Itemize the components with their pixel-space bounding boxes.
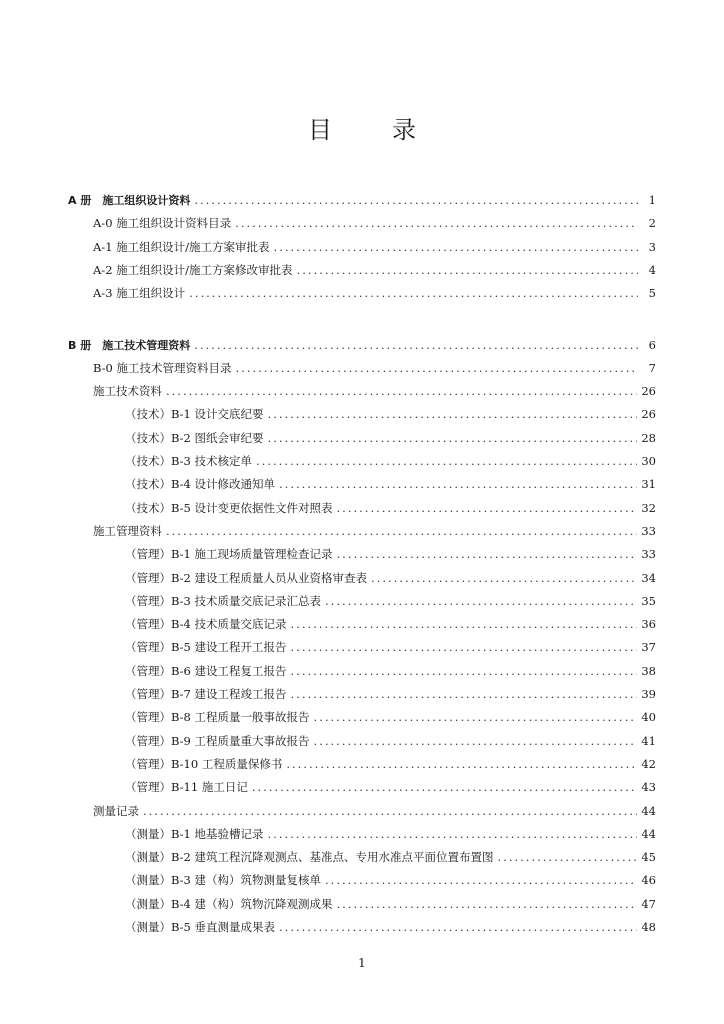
toc-entry-page: 26 xyxy=(641,384,656,399)
toc-dot-leader xyxy=(279,474,637,494)
toc-entry-page: 47 xyxy=(641,896,656,911)
toc-entry xyxy=(68,190,656,210)
toc-entry-label: （管理）B-1 施工现场质量管理检查记录 xyxy=(125,547,333,562)
toc-entry-page: 26 xyxy=(641,407,656,422)
toc-dot-leader xyxy=(337,544,638,564)
toc-entry-label: （测量）B-4 建（构）筑物沉降观测成果 xyxy=(125,896,333,911)
toc-entry-label: A-0 施工组织设计资料目录 xyxy=(93,216,232,231)
toc-entry xyxy=(125,894,656,914)
toc-entry-label: （测量）B-2 建筑工程沉降观测点、基准点、专用水准点平面位置布置图 xyxy=(125,850,494,865)
toc-entry xyxy=(125,404,656,424)
toc-entry-page: 1 xyxy=(648,193,656,207)
toc-entry xyxy=(93,801,656,821)
toc-dot-leader xyxy=(194,190,638,210)
toc-entry-label: （管理）B-5 建设工程开工报告 xyxy=(125,640,287,655)
toc-entry-page: 7 xyxy=(648,360,656,375)
toc-entry xyxy=(125,847,656,867)
toc-entry-page: 31 xyxy=(641,477,656,492)
toc-dot-leader xyxy=(268,428,638,448)
toc-dot-leader xyxy=(194,335,638,355)
toc-entry-page: 2 xyxy=(648,216,656,231)
page-title: 目 录 xyxy=(308,116,434,144)
toc-entry-label: 施工管理资料 xyxy=(93,523,162,538)
toc-entry-page: 46 xyxy=(641,873,656,888)
toc-entry-label: （测量）B-1 地基验槽记录 xyxy=(125,826,264,841)
toc-entry xyxy=(93,521,656,541)
toc-entry-label: （管理）B-6 建设工程复工报告 xyxy=(125,663,287,678)
toc-entry-page: 39 xyxy=(641,687,656,701)
toc-entry-label: （管理）B-8 工程质量一般事故报告 xyxy=(125,710,310,725)
toc-entry xyxy=(125,707,656,727)
toc-entry-label: （管理）B-3 技术质量交底记录汇总表 xyxy=(125,593,322,608)
toc-dot-leader xyxy=(252,777,638,797)
toc-entry-label: （管理）B-11 施工日记 xyxy=(125,780,248,795)
toc-entry-page: 5 xyxy=(648,286,656,301)
toc-entry xyxy=(125,498,656,518)
toc-dot-leader xyxy=(325,870,637,890)
toc-entry-page: 40 xyxy=(641,710,656,725)
toc-entry-label: （技术）B-1 设计交底纪要 xyxy=(125,407,264,422)
toc-entry-label: 施工技术资料 xyxy=(93,384,162,399)
toc-entry-label: A-3 施工组织设计 xyxy=(93,286,186,301)
toc-entry xyxy=(125,777,656,797)
toc-dot-leader xyxy=(314,731,638,751)
toc-dot-leader xyxy=(297,260,638,280)
toc-entry-label: A 册 施工组织设计资料 xyxy=(68,194,191,207)
toc-entry-label: （管理）B-4 技术质量交底记录 xyxy=(125,617,287,632)
toc-entry xyxy=(125,824,656,844)
toc-entry xyxy=(125,870,656,890)
toc-entry xyxy=(93,283,656,303)
toc-entry xyxy=(93,237,656,257)
toc-entry-page: 4 xyxy=(648,262,656,277)
toc-entry-label: A-2 施工组织设计/施工方案修改审批表 xyxy=(93,262,293,277)
toc-entry xyxy=(125,591,656,611)
toc-entry-page: 42 xyxy=(641,756,656,771)
toc-entry-page: 44 xyxy=(641,803,656,818)
toc-entry-page: 32 xyxy=(641,500,656,515)
toc-entry-page: 41 xyxy=(641,733,656,748)
toc-entry-label: （管理）B-10 工程质量保修书 xyxy=(125,756,283,771)
toc-entry-label: 测量记录 xyxy=(93,803,139,818)
toc-entry-label: （管理）B-2 建设工程质量人员从业资格审查表 xyxy=(125,570,368,585)
footer-page-number: 1 xyxy=(358,956,366,970)
toc-dot-leader xyxy=(256,451,637,471)
toc-dot-leader xyxy=(337,894,638,914)
toc-entry xyxy=(93,381,656,401)
toc-entry-label: （技术）B-4 设计修改通知单 xyxy=(125,477,276,492)
toc-dot-leader xyxy=(498,847,638,867)
toc-entry-label: （技术）B-2 图纸会审纪要 xyxy=(125,430,264,445)
toc-entry-label: （测量）B-5 垂直测量成果表 xyxy=(125,920,276,934)
toc-entry xyxy=(68,335,656,355)
toc-entry-label: B-0 施工技术管理资料目录 xyxy=(93,360,232,375)
toc-entry xyxy=(125,637,656,657)
toc-entry xyxy=(125,614,656,634)
toc-entry-page: 33 xyxy=(641,547,656,562)
toc-dot-leader xyxy=(371,568,637,588)
toc-entry-label: （测量）B-3 建（构）筑物测量复核单 xyxy=(125,873,322,888)
toc-dot-leader xyxy=(268,404,638,424)
toc-entry-label: （管理）B-7 建设工程竣工报告 xyxy=(125,687,287,701)
toc-entry xyxy=(93,260,656,280)
toc-entry-label: B 册 施工技术管理资料 xyxy=(68,338,191,352)
toc-entry-page: 37 xyxy=(641,640,656,655)
toc-entry-label: （技术）B-3 技术核定单 xyxy=(125,454,253,468)
toc-dot-leader xyxy=(286,754,637,774)
toc-entry xyxy=(125,568,656,588)
toc-dot-leader xyxy=(279,917,637,937)
toc-entry-page: 36 xyxy=(641,617,656,632)
toc-entry xyxy=(93,358,656,378)
toc-dot-leader xyxy=(235,213,638,233)
toc-dot-leader xyxy=(166,521,637,541)
toc-entry xyxy=(125,451,656,471)
toc-dot-leader xyxy=(325,591,637,611)
toc-entry xyxy=(93,213,656,233)
toc-entry xyxy=(125,684,656,704)
toc-dot-leader xyxy=(291,614,638,634)
toc-entry-page: 28 xyxy=(641,430,656,445)
toc-dot-leader xyxy=(268,824,638,844)
toc-entry-page: 38 xyxy=(641,663,656,678)
toc-entry-page: 44 xyxy=(641,826,656,841)
toc-dot-leader xyxy=(337,498,638,518)
toc-entry xyxy=(125,544,656,564)
toc-entry-page: 3 xyxy=(648,239,656,254)
toc-dot-leader xyxy=(291,637,638,657)
toc-dot-leader xyxy=(143,801,637,821)
toc-entry-page: 48 xyxy=(641,920,656,934)
toc-entry-page: 35 xyxy=(641,593,656,608)
toc-dot-leader xyxy=(291,684,638,704)
toc-entry xyxy=(125,474,656,494)
toc-entry xyxy=(125,754,656,774)
toc-dot-leader xyxy=(314,707,638,727)
toc-dot-leader xyxy=(291,661,638,681)
toc-dot-leader xyxy=(274,237,638,257)
toc-dot-leader xyxy=(236,358,638,378)
toc-entry-page: 34 xyxy=(641,570,656,585)
toc-entry xyxy=(125,661,656,681)
toc-entry xyxy=(125,731,656,751)
toc-entry-label: （管理）B-9 工程质量重大事故报告 xyxy=(125,733,310,748)
toc-entry-label: A-1 施工组织设计/施工方案审批表 xyxy=(93,239,270,254)
toc-entry xyxy=(125,428,656,448)
toc-entry-page: 45 xyxy=(641,850,656,865)
toc-entry-page: 6 xyxy=(648,337,656,352)
toc-dot-leader xyxy=(189,283,638,303)
toc-entry-label: （技术）B-5 设计变更依据性文件对照表 xyxy=(125,500,333,515)
toc-dot-leader xyxy=(166,381,637,401)
toc-entry xyxy=(125,917,656,937)
toc-entry-page: 30 xyxy=(641,454,656,468)
toc-entry-page: 33 xyxy=(641,523,656,538)
toc-entry-page: 43 xyxy=(641,780,656,795)
